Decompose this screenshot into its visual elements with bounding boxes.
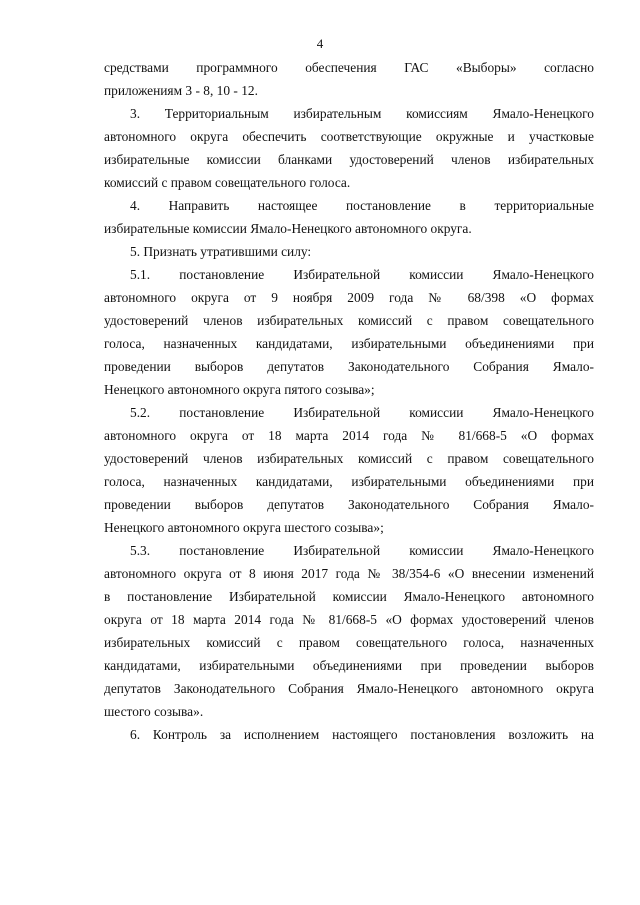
text-line: округа от 18 марта 2014 года № 81/668-5 «О формах удостоверений членов <box>104 612 594 627</box>
text-line: Ненецкого автономного округа пятого созыва»; <box>104 382 375 397</box>
text-line: 5.2. постановление Избирательной комиссии Ямало-Ненецкого <box>130 405 594 420</box>
text-line: 3. Территориальным избирательным комиссиям Ямало-Ненецкого <box>130 106 594 121</box>
text-line: шестого созыва». <box>104 704 204 719</box>
text-line: приложениям 3 - 8, 10 - 12. <box>104 83 258 98</box>
text-line: в постановление Избирательной комиссии Ямало-Ненецкого автономного <box>104 589 594 604</box>
text-line: средствами программного обеспечения ГАС «Выборы» согласно <box>104 60 594 75</box>
text-line: удостоверений членов избирательных комиссий с правом совещательного <box>104 313 594 328</box>
text-line: автономного округа обеспечить соответствующие окружные и участковые <box>104 129 594 144</box>
text-line: 6. Контроль за исполнением настоящего постановления возложить на <box>130 727 594 742</box>
text-line: кандидатами, избирательными объединениями при проведении выборов <box>104 658 594 673</box>
text-line: проведении выборов депутатов Законодательного Собрания Ямало- <box>104 359 594 374</box>
text-line: комиссий с правом совещательного голоса. <box>104 175 351 190</box>
text-line: 5. Признать утратившими силу: <box>130 244 312 259</box>
text-line: избирательных комиссий с правом совещательного голоса, назначенных <box>104 635 594 650</box>
text-line: 5.1. постановление Избирательной комиссии Ямало-Ненецкого <box>130 267 594 282</box>
page-number: 4 <box>316 36 324 51</box>
text-line: автономного округа от 8 июня 2017 года № 38/354-6 «О внесении изменений <box>104 566 594 581</box>
text-line: 5.3. постановление Избирательной комиссии Ямало-Ненецкого <box>130 543 594 558</box>
text-line: избирательные комиссии бланками удостоверений членов избирательных <box>104 152 594 167</box>
text-line: избирательные комиссии Ямало-Ненецкого автономного округа. <box>104 221 472 236</box>
text-line: голоса, назначенных кандидатами, избирательными объединениями при <box>104 474 594 489</box>
text-line: депутатов Законодательного Собрания Ямало-Ненецкого автономного округа <box>104 681 594 696</box>
text-line: 4. Направить настоящее постановление в территориальные <box>130 198 594 213</box>
text-line: проведении выборов депутатов Законодательного Собрания Ямало- <box>104 497 594 512</box>
text-line: удостоверений членов избирательных комиссий с правом совещательного <box>104 451 594 466</box>
text-line: автономного округа от 18 марта 2014 года № 81/668-5 «О формах <box>104 428 594 443</box>
text-line: автономного округа от 9 ноября 2009 года № 68/398 «О формах <box>104 290 594 305</box>
text-line: Ненецкого автономного округа шестого созыва»; <box>104 520 384 535</box>
text-line: голоса, назначенных кандидатами, избирательными объединениями при <box>104 336 594 351</box>
